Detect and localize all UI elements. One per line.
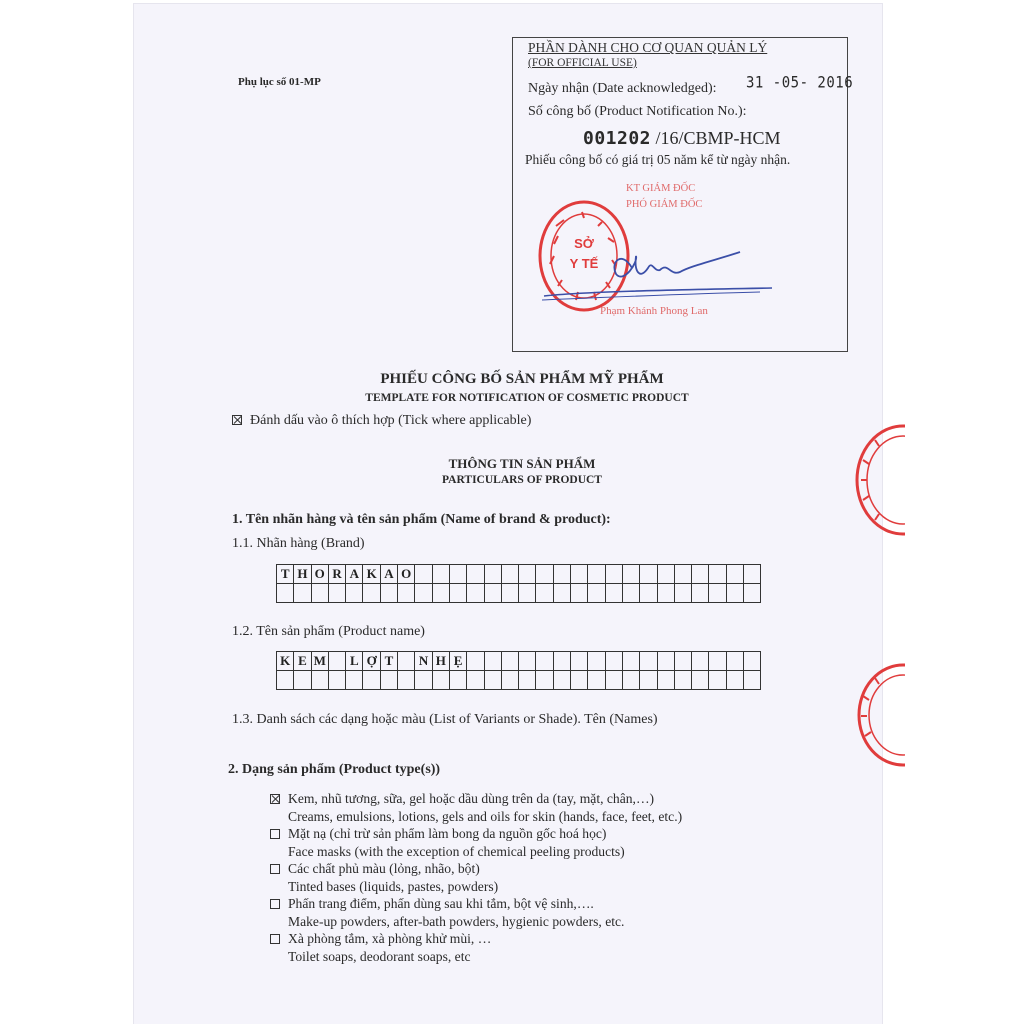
product-type-option[interactable]: Phấn trang điểm, phấn dùng sau khi tắm, bột vệ sinh,…. [270,895,682,913]
product-char-cell [363,671,380,690]
product-char-cell: N [415,652,432,671]
brand-char-cell [381,584,398,603]
product-char-cell: H [433,652,450,671]
brand-char-cell: H [294,565,311,584]
brand-char-cell [606,584,623,603]
product-char-cell [502,652,519,671]
checked-box-icon[interactable] [270,794,280,804]
brand-char-cell [433,584,450,603]
signer-title-1: KT GIÁM ĐỐC [626,183,696,194]
product-char-cell [709,652,726,671]
product-char-cell [415,671,432,690]
brand-char-cell [536,565,553,584]
product-char-cell [502,671,519,690]
svg-text:Y TẾ: Y TẾ [569,256,599,271]
side-seal-bottom [845,660,905,770]
brand-char-cell [415,584,432,603]
brand-char-cell [588,584,605,603]
document-title-en: TEMPLATE FOR NOTIFICATION OF COSMETIC PRODUCT [365,392,689,404]
brand-char-cell [415,565,432,584]
product-type-heading: 2. Dạng sản phẩm (Product type(s)) [228,762,441,777]
product-char-cell [433,671,450,690]
checkbox-icon[interactable] [270,829,280,839]
product-char-cell: Ợ [363,652,380,671]
product-char-cell [744,652,761,671]
product-type-option[interactable]: Các chất phủ màu (lỏng, nhão, bột) [270,860,682,878]
brand-char-cell [450,565,467,584]
brand-char-cell [658,565,675,584]
brand-char-cell [640,584,657,603]
brand-char-cell [692,565,709,584]
stamp-text: SỞ [574,236,594,251]
product-char-cell [588,671,605,690]
notification-number-suffix: /16/CBMP-HCM [655,128,781,148]
product-type-option[interactable]: Mặt nạ (chỉ trừ sản phẩm làm bong da nguồn gốc hoá học) [270,825,682,843]
date-label: Ngày nhận (Date acknowledged): [528,81,717,96]
brand-char-cell [502,565,519,584]
brand-char-cell [571,584,588,603]
product-char-cell: Ẹ [450,652,467,671]
product-type-option-en: Tinted bases (liquids, pastes, powders) [288,878,499,894]
product-char-cell: E [294,652,311,671]
brand-char-cell [727,565,744,584]
product-char-cell [277,671,294,690]
product-char-cell [450,671,467,690]
brand-char-cell [658,584,675,603]
brand-char-cell [467,565,484,584]
brand-char-cell [675,565,692,584]
brand-char-cell [727,584,744,603]
product-char-cell [727,671,744,690]
product-char-cell [485,652,502,671]
brand-char-cell [675,584,692,603]
product-char-cell [346,671,363,690]
brand-char-cell [277,584,294,603]
brand-char-cell [433,565,450,584]
brand-char-cell: T [277,565,294,584]
brand-char-cell [485,565,502,584]
product-type-option-en: Face masks (with the exception of chemical peeling products) [288,843,625,859]
product-char-cell [536,652,553,671]
tick-instruction [232,413,531,429]
product-char-cell [658,652,675,671]
product-char-cell [692,652,709,671]
product-char-cell [640,652,657,671]
brand-char-cell [346,584,363,603]
product-char-cell: M [312,652,329,671]
brand-char-cell: O [398,565,415,584]
signature [540,232,780,312]
brand-char-cell [554,584,571,603]
product-char-cell [727,652,744,671]
brand-char-cell [485,584,502,603]
brand-char-cell: O [312,565,329,584]
brand-char-cell: A [381,565,398,584]
brand-char-cell [744,565,761,584]
brand-char-cell [502,584,519,603]
checked-box-icon [232,415,242,425]
appendix-label: Phụ lục số 01-MP [238,76,321,88]
brand-char-cell [606,565,623,584]
product-char-cell [675,671,692,690]
brand-char-cell: K [363,565,380,584]
notification-number-label: Số công bố (Product Notification No.): [528,104,747,119]
brand-label: 1.1. Nhãn hàng (Brand) [232,536,365,551]
brand-char-cell [398,584,415,603]
product-char-cell [692,671,709,690]
brand-char-cell [519,584,536,603]
product-char-cell [381,671,398,690]
product-type-option[interactable]: Kem, nhũ tương, sữa, gel hoặc dầu dùng trên da (tay, mặt, chân,…) [270,790,682,808]
brand-char-cell: R [329,565,346,584]
brand-char-cell [692,584,709,603]
product-char-cell [519,671,536,690]
product-char-cell [467,652,484,671]
product-char-cell [623,671,640,690]
notification-number-value: 001202 [583,128,652,149]
tick-instruction-text: Đánh dấu vào ô thích hợp (Tick where applicable) [250,413,532,428]
brand-section-heading: 1. Tên nhãn hàng và tên sản phẩm (Name of brand & product): [232,512,611,527]
signer-name: Phạm Khánh Phong Lan [600,305,708,317]
product-char-cell [606,652,623,671]
date-value: 31 -05- 2016 [746,73,854,93]
product-type-option-en: Make-up powders, after-bath powders, hygienic powders, etc. [288,913,625,929]
brand-char-cell [571,565,588,584]
brand-char-cell [709,565,726,584]
brand-char-cell [467,584,484,603]
product-type-option[interactable]: Xà phòng tắm, xà phòng khử mùi, … [270,930,682,948]
brand-char-cell [450,584,467,603]
product-label: 1.2. Tên sản phẩm (Product name) [232,624,425,639]
signer-title-2: PHÓ GIÁM ĐỐC [626,199,703,210]
product-char-cell [709,671,726,690]
product-char-cell [536,671,553,690]
brand-char-cell [588,565,605,584]
brand-char-cell [312,584,329,603]
product-char-cell: L [346,652,363,671]
brand-char-cell [640,565,657,584]
checkbox-icon[interactable] [270,934,280,944]
brand-char-cell [536,584,553,603]
official-heading-en: (FOR OFFICIAL USE) [528,57,637,69]
notification-number [583,128,781,149]
product-char-cell [329,652,346,671]
validity-note: Phiếu công bố có giá trị 05 năm kể từ ngày nhận. [525,152,791,167]
product-type-list [270,790,682,965]
product-char-cell [398,652,415,671]
product-char-cell [571,671,588,690]
brand-char-cell [294,584,311,603]
product-char-cell [623,652,640,671]
product-char-cell [588,652,605,671]
product-char-cell [606,671,623,690]
product-char-cell [554,671,571,690]
product-char-cell [744,671,761,690]
brand-char-cell [519,565,536,584]
product-char-cell [485,671,502,690]
brand-char-cell [363,584,380,603]
brand-char-cell [709,584,726,603]
variants-label: 1.3. Danh sách các dạng hoặc màu (List of Variants or Shade). Tên (Names) [232,712,658,727]
product-char-cell [398,671,415,690]
official-heading: PHẦN DÀNH CHO CƠ QUAN QUẢN LÝ [528,40,768,55]
section-title-en: PARTICULARS OF PRODUCT [442,474,602,486]
checkbox-icon[interactable] [270,864,280,874]
brand-char-cell [329,584,346,603]
brand-char-cell [744,584,761,603]
brand-grid [276,564,761,603]
brand-char-cell [554,565,571,584]
product-char-cell: T [381,652,398,671]
brand-char-cell [623,565,640,584]
product-char-cell [329,671,346,690]
product-char-cell [675,652,692,671]
product-char-cell [312,671,329,690]
product-char-cell [658,671,675,690]
section-title: THÔNG TIN SẢN PHẨM [448,456,596,471]
brand-char-cell [623,584,640,603]
brand-char-cell: A [346,565,363,584]
product-char-cell [519,652,536,671]
product-char-cell [467,671,484,690]
product-char-cell [640,671,657,690]
product-char-cell [294,671,311,690]
product-char-cell [554,652,571,671]
product-type-option-en: Creams, emulsions, lotions, gels and oils for skin (hands, face, feet, etc.) [288,808,683,824]
product-type-option-en: Toilet soaps, deodorant soaps, etc [288,948,471,964]
product-char-cell: K [277,652,294,671]
product-char-cell [571,652,588,671]
document-title: PHIẾU CÔNG BỐ SẢN PHẨM MỸ PHẨM [380,371,664,387]
checkbox-icon[interactable] [270,899,280,909]
product-grid [276,651,761,690]
